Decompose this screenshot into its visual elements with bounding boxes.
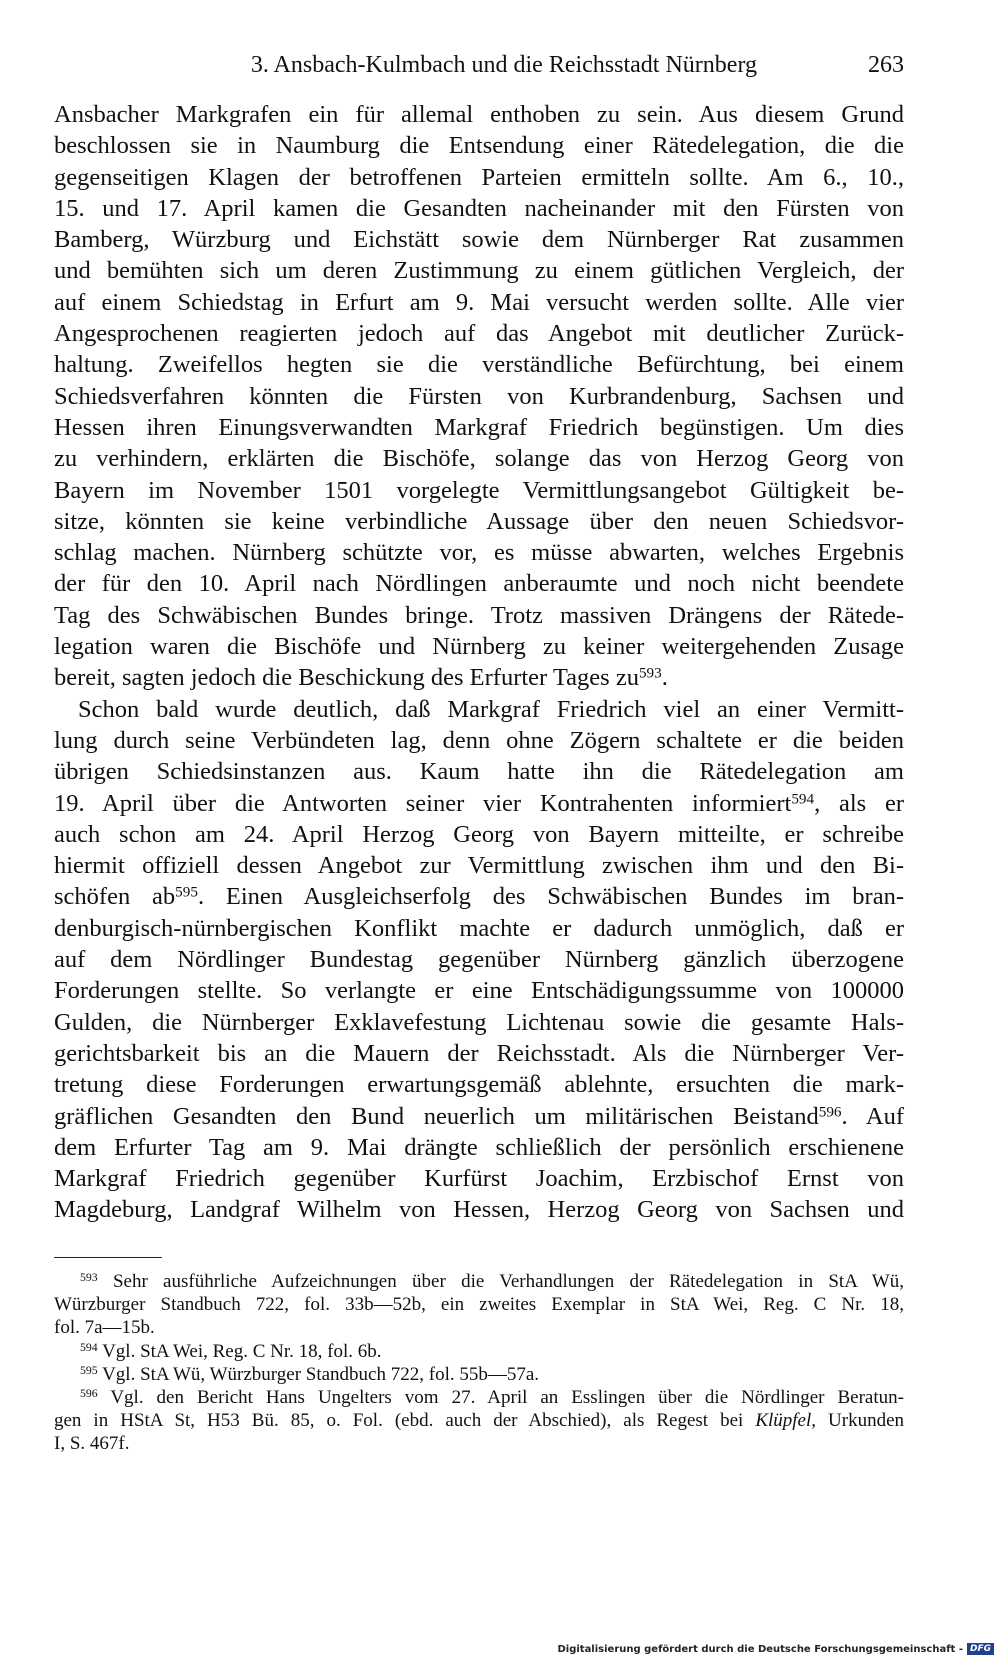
footnote-text: gen in HStA St, H53 Bü. 85, o. Fol. (ebd. auch der Abschied), als Regest bei [54,1410,744,1432]
body-text [54,99,904,1226]
text-line: Gulden, die Nürnberger Exklavefestung Lichtenau sowie die gesamte Hals- [54,1008,904,1036]
footnote-number: 595 [80,1363,98,1377]
footnote-ref-596[interactable]: 596 [818,1102,842,1120]
text-line: 15. und 17. April kamen die Gesandten nacheinander mit den Fürsten von [54,194,904,222]
text-segment: . Einen Ausgleichserfolg des Schwäbischen Bundes im bran- [197,883,904,911]
footnote-number: 594 [80,1340,98,1354]
text-line: haltung. Zweifellos hegten sie die verständliche Befürchtung, bei einem [54,351,904,379]
footnote-number: 596 [80,1387,98,1401]
text-line: der für den 10. April nach Nördlingen anberaumte und noch nicht beendete [54,570,904,598]
footnote-text: Sehr ausführliche Aufzeichnungen über die Verhandlungen der Rätedelegation in StA Wü, [112,1271,904,1292]
footnote-text: fol. 7a—15b. [54,1317,155,1339]
page-number: 263 [868,52,904,78]
footnote-text: I, S. 467f. [54,1433,130,1455]
text-line: zu verhindern, erklärten die Bischöfe, solange das von Herzog Georg von [54,445,904,473]
footnote-596 [54,1386,904,1409]
footnote-ref-593[interactable]: 593 [638,664,662,682]
text-line: Tag des Schwäbischen Bundes bringe. Trotz massiven Drängens der Rätede- [54,601,904,629]
text-line: auf einem Schiedstag in Erfurt am 9. Mai versucht werden sollte. Alle vier [54,288,904,316]
text-line: hiermit offiziell dessen Angebot zur Vermittlung zwischen ihm und den Bi- [54,852,904,880]
text-segment: schöfen ab [54,883,176,911]
text-line: dem Erfurter Tag am 9. Mai drängte schließlich der persönlich erschienene [54,1133,904,1161]
text-line: beschlossen sie in Naumburg die Entsendung einer Rätedelegation, die die [54,132,904,160]
text-line [54,662,904,693]
footnote-text: Würzburger Standbuch 722, fol. 33b—52b, ein zweites Exemplar in StA Wei, Reg. C Nr. 18, [54,1294,904,1316]
text-line: denburgisch-nürnbergischen Konflikt machte er dadurch unmöglich, daß er [54,914,904,942]
running-head [54,45,904,85]
text-line: Forderungen stellte. So verlangte er eine Entschädigungssumme von 100000 [54,977,904,1005]
footnote-text: Urkunden [816,1410,905,1432]
text-line: tretung diese Forderungen erwartungsgemäß ablehnte, ersuchten die mark- [54,1071,904,1099]
digitization-credit [557,1643,994,1655]
footnote-text: Vgl. StA Wü, Würzburger Standbuch 722, fol. 55b—57a. [102,1363,540,1385]
text-line: Angesprochenen reagierten jedoch auf das Angebot mit deutlicher Zurück- [54,320,904,348]
text-line: legation waren die Bischöfe und Nürnberg zu keiner weitergehenden Zusage [54,633,904,661]
footnote-595 [54,1363,904,1386]
text-line: auch schon am 24. April Herzog Georg von Bayern mitteilte, er schreibe [54,820,904,848]
text-segment: . [661,664,668,692]
text-segment: bereit, sagten jedoch die Beschickung des Erfurter Tages zu [54,664,639,692]
text-segment: , als er [814,789,905,817]
text-line: Schiedsverfahren könnten die Fürsten von Kurbrandenburg, Sachsen und [54,382,904,410]
running-title: 3. Ansbach-Kulmbach und die Reichsstadt Nürnberg [250,52,757,78]
text-segment: 19. April über die Antworten seiner vier Kontrahenten informiert [54,789,792,817]
text-line: gegenseitigen Klagen der betroffenen Parteien ermitteln sollte. Am 6., 10., [54,163,904,191]
text-segment: . Auf [841,1102,905,1130]
footnote-text: Vgl. StA Wei, Reg. C Nr. 18, fol. 6b. [102,1340,382,1362]
text-line: Markgraf Friedrich gegenüber Kurfürst Joachim, Erzbischof Ernst von [54,1165,904,1193]
text-line: übrigen Schiedsinstanzen aus. Kaum hatte ihn die Rätedelegation am [54,758,904,786]
text-line: und bemühten sich um deren Zustimmung zu einem gütlichen Vergleich, der [54,257,904,285]
footnote-594 [54,1340,904,1363]
text-line: auf dem Nördlinger Bundestag gegenüber Nürnberg gänzlich überzogene [54,946,904,974]
footnote-593 [54,1270,904,1293]
footnote-ref-594[interactable]: 594 [791,789,815,807]
text-line: sitze, könnten sie keine verbindliche Aussage über den neuen Schiedsvor- [54,507,904,535]
author-name: Klüpfel, [755,1410,817,1432]
dfg-logo: DFG [967,1643,994,1655]
footnotes [54,1270,904,1456]
text-line: Magdeburg, Landgraf Wilhelm von Hessen, Herzog Georg von Sachsen und [54,1196,904,1224]
text-line [54,881,904,912]
text-segment: gräflichen Gesandten den Bund neuerlich um militärischen Beistand [54,1102,819,1130]
footnote-text [54,1409,904,1432]
text-line: Hessen ihren Einungsverwandten Markgraf Friedrich begünstigen. Um dies [54,413,904,441]
footnote-divider [54,1257,162,1258]
text-line: Schon bald wurde deutlich, daß Markgraf Friedrich viel an einer Vermitt- [78,695,904,723]
footnote-number: 593 [80,1271,98,1285]
footnote-text: Vgl. den Bericht Hans Ungelters vom 27. April an Esslingen über die Nördlinger Beratun- [110,1386,904,1408]
text-line [54,788,904,819]
text-line [54,1101,904,1132]
text-line: Bayern im November 1501 vorgelegte Vermittlungsangebot Gültigkeit be- [54,476,904,504]
text-line: schlag machen. Nürnberg schützte vor, es müsse abwarten, welches Ergebnis [54,539,904,567]
text-line: gerichtsbarkeit bis an die Mauern der Reichsstadt. Als die Nürnberger Ver- [54,1039,904,1067]
credit-text: Digitalisierung gefördert durch die Deutsche Forschungsgemeinschaft - [557,1643,963,1655]
text-line: Ansbacher Markgrafen ein für allemal enthoben zu sein. Aus diesem Grund [54,101,904,128]
text-line: Bamberg, Würzburg und Eichstätt sowie dem Nürnberger Rat zusammen [54,226,904,254]
footnote-ref-595[interactable]: 595 [175,883,198,901]
text-line: lung durch seine Verbündeten lag, denn ohne Zögern schaltete er die beiden [54,726,904,754]
